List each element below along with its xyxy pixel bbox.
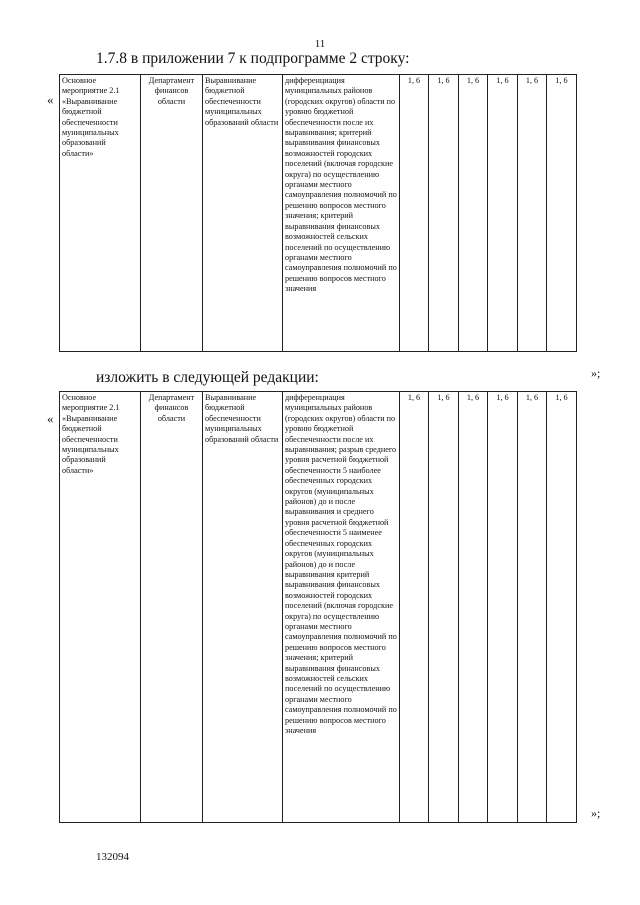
- value-cell: 1, 6: [488, 75, 518, 352]
- value-cell: 1, 6: [547, 392, 577, 823]
- table-row: [60, 75, 577, 352]
- footer-code: 132094: [96, 851, 129, 863]
- section1-heading: 1.7.8 в приложении 7 к подпрограмме 2 строку:: [96, 50, 410, 67]
- section2-heading: изложить в следующей редакции:: [96, 369, 319, 386]
- executor-cell: Департамент финансов области: [141, 392, 203, 823]
- indicators-cell: дифференциация муниципальных районов (городских округов) области по уровню бюджетной обеспеченности после их выравнивания; разрыв среднего уровня расчетной бюджетной обеспеченности 5 наиболее обеспеченных городских округов (муниципальных районов) до и после выравнивания и среднего уровня расчетной бюджетной обеспеченности 5 наименее обеспеченных городских округов (муниципальных районов) до и после выравнивания критерий выравнивания финансовых возможностей городских поселений (включая городские округа) по осуществлению органами местного самоуправления полномочий по решению вопросов местного значения; критерий выравнивания финансовых возможностей сельских поселений по осуществлению органами местного самоуправления полномочий по решению вопросов местного значения: [283, 392, 400, 823]
- direction-cell: Выравнивание бюджетной обеспеченности муниципальных образований области: [203, 75, 283, 352]
- section2-table: [59, 391, 577, 823]
- event-name-cell: Основное мероприятие 2.1 «Выравнивание бюджетной обеспеченности муниципальных образований области»: [60, 392, 141, 823]
- executor-cell: Департамент финансов области: [141, 75, 203, 352]
- indicators-cell: дифференциация муниципальных районов (городских округов) области по уровню бюджетной обеспеченности после их выравнивания; критерий выравнивания финансовых возможностей городских поселений (включая городские округа) по осуществлению органами местного самоуправления полномочий по решению вопросов местного значения; критерий выравнивания финансовых возможностей сельских поселений по осуществлению органами местного самоуправления полномочий по решению вопросов местного значения: [283, 75, 400, 352]
- section1-open-quote: «: [47, 92, 54, 107]
- value-cell: 1, 6: [400, 75, 429, 352]
- value-cell: 1, 6: [429, 392, 459, 823]
- table-row: [60, 392, 577, 823]
- section1-table: [59, 74, 577, 352]
- page-number: 11: [314, 38, 326, 50]
- section1-close-quote: »;: [591, 366, 601, 380]
- value-cell: 1, 6: [400, 392, 429, 823]
- value-cell: 1, 6: [429, 75, 459, 352]
- value-cell: 1, 6: [547, 75, 577, 352]
- value-cell: 1, 6: [518, 392, 547, 823]
- value-cell: 1, 6: [459, 392, 488, 823]
- value-cell: 1, 6: [459, 75, 488, 352]
- event-name-cell: Основное мероприятие 2.1 «Выравнивание бюджетной обеспеченности муниципальных образований области»: [60, 75, 141, 352]
- value-cell: 1, 6: [518, 75, 547, 352]
- section2-close-quote: »;: [591, 806, 601, 820]
- section2-open-quote: «: [47, 411, 54, 426]
- value-cell: 1, 6: [488, 392, 518, 823]
- direction-cell: Выравнивание бюджетной обеспеченности муниципальных образований области: [203, 392, 283, 823]
